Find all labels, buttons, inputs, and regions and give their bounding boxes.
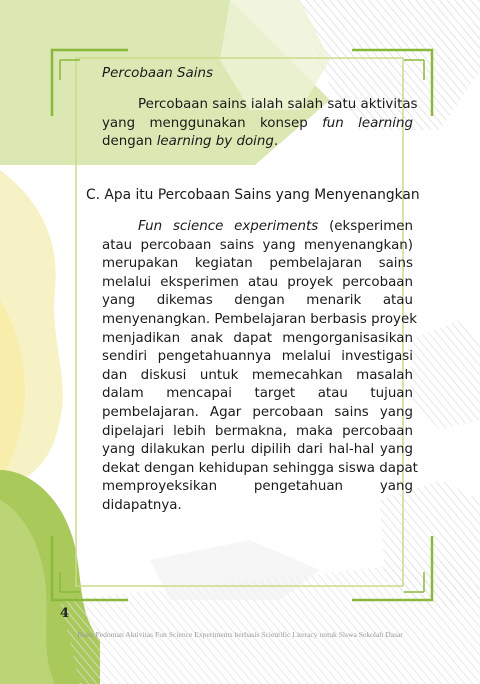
text-run: pembelajaran. Agar percobaan sains yang <box>102 404 413 420</box>
text-line <box>102 115 413 134</box>
text-line <box>102 367 413 386</box>
text-line <box>102 497 413 516</box>
text-run: didapatnya. <box>102 497 182 513</box>
text-line <box>102 255 413 274</box>
text-run: dipelajari lebih bermakna, maka percobaan <box>102 423 413 439</box>
text-line <box>102 237 413 256</box>
text-run: . <box>273 134 279 150</box>
text-run: yang menggunakan konsep <box>102 115 323 131</box>
text-line <box>102 96 418 115</box>
text-run: sendiri pengetahuannya melalui investigasi <box>102 349 413 365</box>
text-run: dekat dengan kehidupan sehingga siswa dapat <box>102 460 418 476</box>
text-line <box>102 274 413 293</box>
text-line <box>102 441 413 460</box>
text-line <box>102 133 413 152</box>
text-run: menyenangkan. Pembelajaran berbasis proyek <box>102 311 417 327</box>
footer-text: Buku Pedoman Aktivitas Fun Science Experiments berbasis Scientific Literacy untuk Siswa Sekolah Dasar <box>77 630 403 639</box>
text-line <box>102 311 417 330</box>
text-line <box>102 460 418 479</box>
text-run: dalam mencapai target atau tujuan <box>102 386 413 402</box>
section-heading: C. Apa itu Percobaan Sains yang Menyenangkan <box>86 187 420 203</box>
text-run: atau percobaan sains yang menyenangkan) <box>102 237 413 253</box>
text-line <box>102 404 413 423</box>
text-run: menjadikan anak dapat mengorganisasikan <box>102 330 413 346</box>
text-line <box>102 385 413 404</box>
intro-paragraph <box>102 96 418 152</box>
text-run: yang dilakukan perlu dipilih dari hal-hal yang <box>102 442 413 458</box>
text-run: memproyeksikan pengetahuan yang <box>102 479 413 495</box>
text-run: dan diskusi untuk memecahkan masalah <box>102 367 413 383</box>
text-run: merupakan kegiatan pembelajaran sains <box>102 256 413 272</box>
text-run: Percobaan sains ialah salah satu aktivitas <box>138 97 418 112</box>
page-number: 4 <box>60 606 70 621</box>
italic-text: learning by doing <box>156 134 274 150</box>
text-run: yang dikemas dengan menarik atau <box>102 293 413 309</box>
text-run: dengan <box>102 134 157 150</box>
text-line <box>102 292 413 311</box>
text-run: (eksperimen <box>318 219 414 234</box>
subheading: Percobaan Sains <box>102 66 213 81</box>
text-line <box>102 218 413 237</box>
text-line <box>102 423 413 442</box>
text-line <box>102 478 413 497</box>
body-paragraph <box>102 218 418 516</box>
italic-text: fun learning <box>322 115 414 131</box>
text-run: melalui eksperimen atau proyek percobaan <box>102 274 413 290</box>
italic-text: Fun science experiments <box>138 219 319 234</box>
text-line <box>102 348 413 367</box>
text-line <box>102 330 413 349</box>
